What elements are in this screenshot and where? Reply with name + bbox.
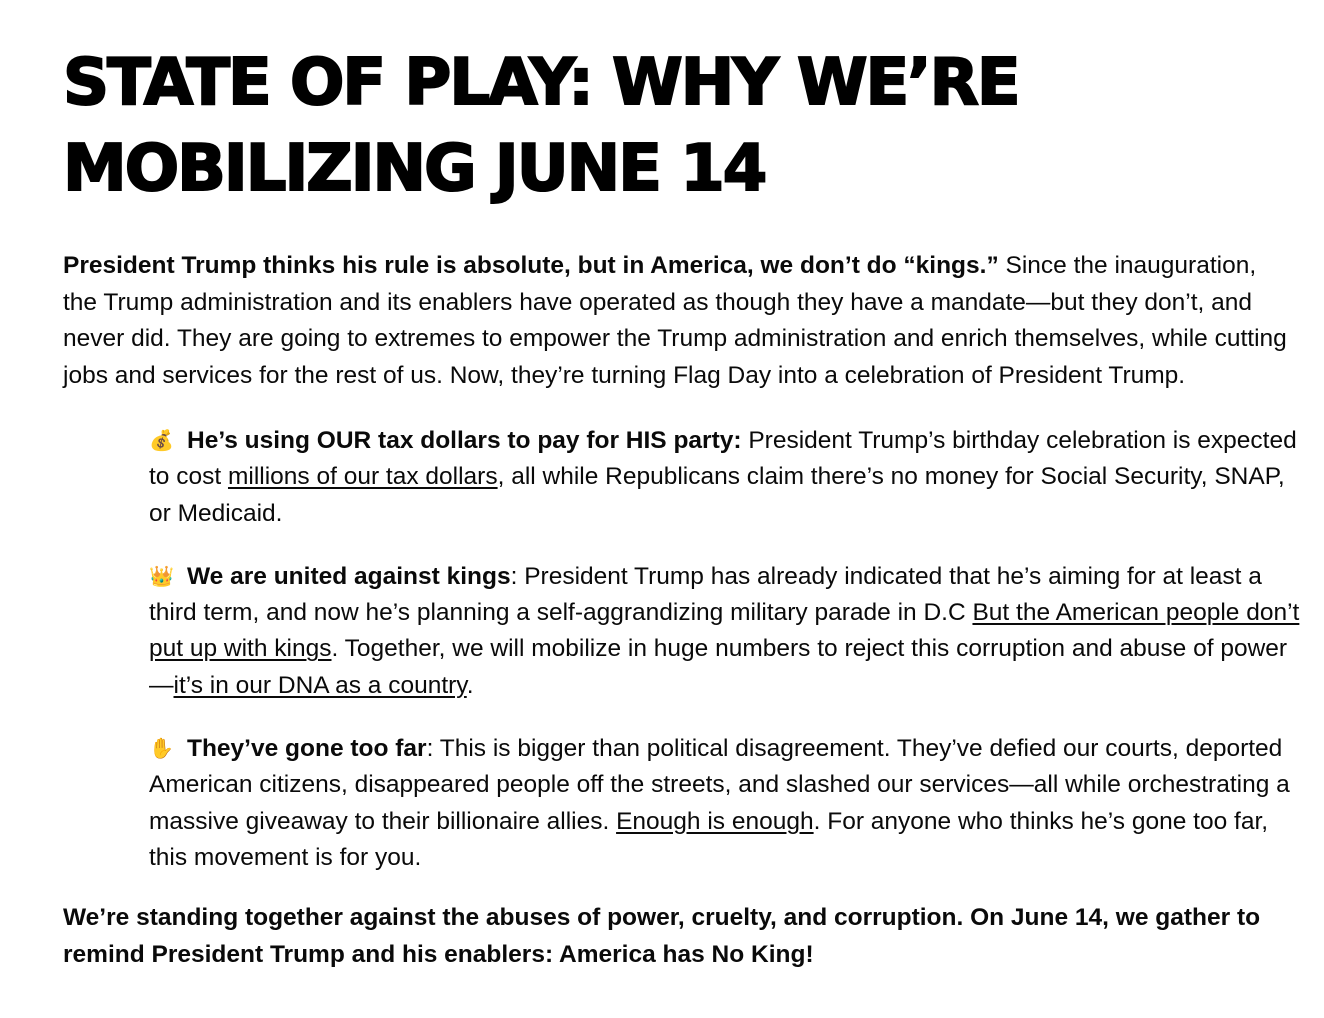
- page-title: [63, 40, 1308, 212]
- bullet-text: , all while Republicans claim there’s no money for Social Security, SNAP, or Medicaid.: [149, 463, 1285, 527]
- bullet-text: . Together, we will mobilize in huge numbers to reject this corruption and abuse of power—: [149, 635, 1288, 699]
- bullet-against-kings: [149, 558, 1307, 704]
- crown-icon: 👑: [149, 563, 174, 588]
- no-kings-link[interactable]: But the American people don’t put up with kings: [149, 599, 1300, 663]
- bullet-text: : This is bigger than political disagreement. They’ve defied our courts, deported American citizens, disappeared people off the streets, and slashed our services—all while orchestrating a massive giveaway to their billionaire allies.: [149, 735, 1290, 835]
- bullet-text: : President Trump has already indicated that he’s aiming for at least a third term, and now he’s planning a self-aggrandizing military parade in D.C: [149, 562, 1262, 627]
- raised-hand-icon: ✋: [149, 736, 174, 761]
- tax-dollars-link[interactable]: millions of our tax dollars: [227, 463, 498, 491]
- bullet-text: .: [466, 671, 474, 699]
- intro-bold-lead: President Trump thinks his rule is absolute, but in America, we don’t do “kings.”: [63, 252, 999, 279]
- bullet-gone-too-far: [149, 730, 1307, 876]
- bullet-text: . For anyone who thinks he’s gone too far, this movement is for you.: [149, 807, 1269, 871]
- bullet-heading: He’s using OUR tax dollars to pay for HIS party:: [187, 427, 742, 454]
- money-bag-icon: 💰: [149, 428, 174, 452]
- bullet-text: President Trump’s birthday celebration is expected to cost: [149, 427, 1297, 491]
- bullet-heading: They’ve gone too far: [187, 735, 427, 763]
- dna-link[interactable]: it’s in our DNA as a country: [173, 671, 467, 699]
- bullet-heading: We are united against kings: [187, 562, 511, 590]
- bullet-tax-dollars: [149, 422, 1307, 532]
- page-title-line-2: MOBILIZING JUNE 14: [63, 132, 766, 206]
- article: [63, 40, 1308, 973]
- closing-paragraph: We’re standing together against the abuses of power, cruelty, and corruption. On June 14, we gather to remind President Trump and his enablers: America has No King!: [63, 904, 1261, 968]
- bullet-list: [63, 422, 1308, 876]
- page-title-line-1: STATE OF PLAY: WHY WE’RE: [63, 46, 1019, 120]
- intro-text: Since the inauguration, the Trump administration and its enablers have operated as though they have a mandate—but they don’t, and never did. They are going to extremes to empower the Trump administration and enrich themselves, while cutting jobs and services for the rest of us. Now, they’re turning Flag Day into a celebration of President Trump.: [63, 252, 1287, 389]
- enough-is-enough-link[interactable]: Enough is enough: [616, 807, 814, 835]
- intro-paragraph: [63, 248, 1288, 394]
